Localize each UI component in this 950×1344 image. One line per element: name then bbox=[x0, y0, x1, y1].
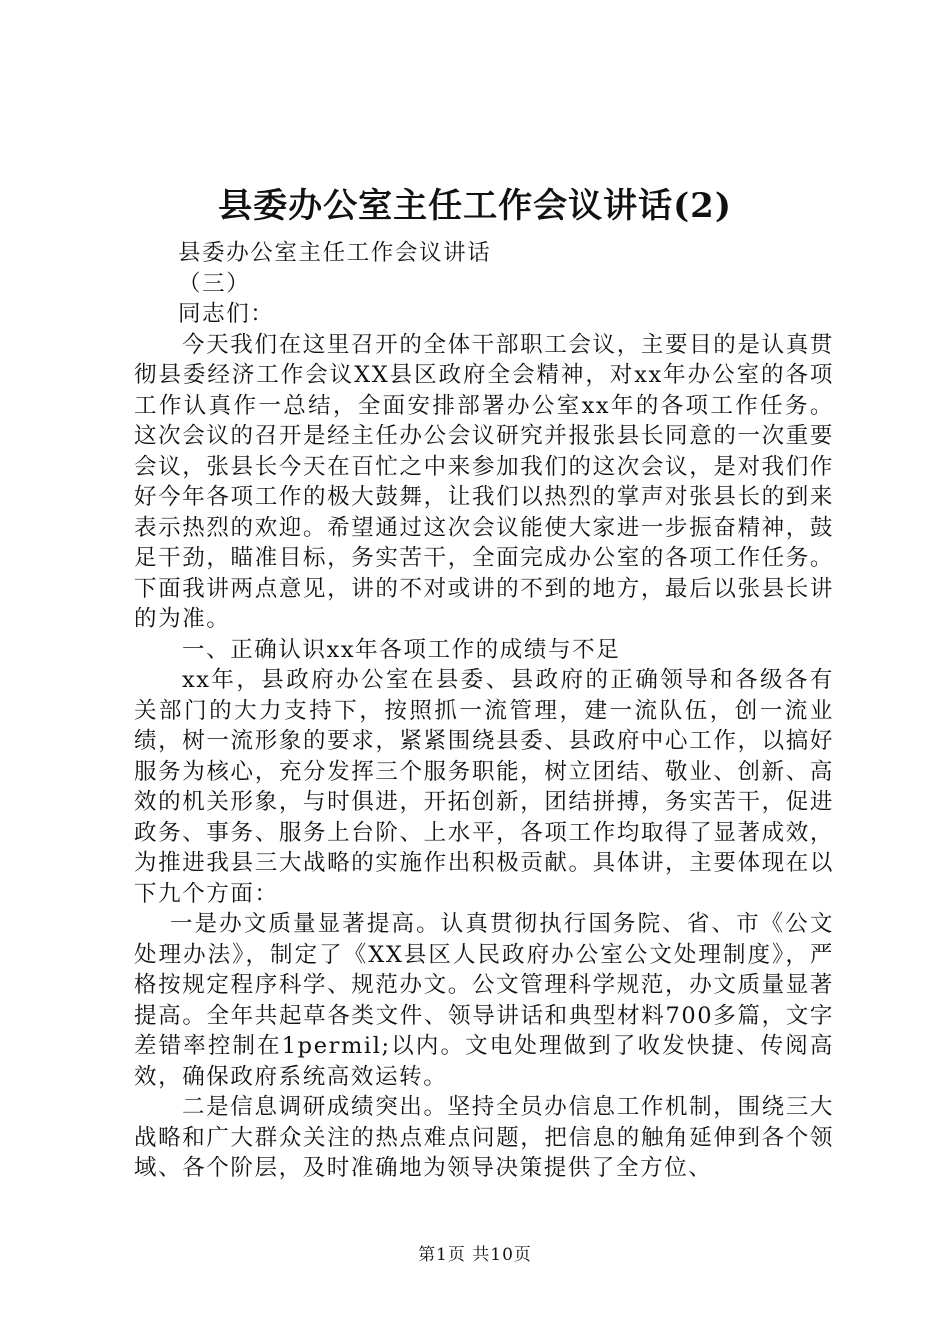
paragraph-point-2: 二是信息调研成绩突出。坚持全员办信息工作机制，围绕三大战略和广大群众关注的热点难点问题，把信息的触角延伸到各个领域、各个阶层，及时准确地为领导决策提供了全方位、 bbox=[134, 1094, 834, 1181]
subtitle-line: 县委办公室主任工作会议讲话 bbox=[178, 240, 492, 266]
paragraph-summary: xx年，县政府办公室在县委、县政府的正确领导和各级各有关部门的大力支持下，按照抓一流管理，建一流队伍，创一流业绩，树一流形象的要求，紧紧围绕县委、县政府中心工作，以搞好服务为核心，充分发挥三个服务职能，树立团结、敬业、创新、高效的机关形象，与时俱进，开拓创新，团结拼搏，务实苦干，促进政务、事务、服务上台阶、上水平，各项工作均取得了显著成效，为推进我县三大战略的实施作出积极贡献。具体讲，主要体现在以下九个方面： bbox=[134, 667, 834, 907]
section-heading: 一、正确认识xx年各项工作的成绩与不足 bbox=[182, 636, 621, 663]
document-body bbox=[134, 238, 834, 1184]
document-title: 县委办公室主任工作会议讲话(2) bbox=[218, 186, 732, 226]
page-footer: 第1页 共10页 bbox=[418, 1245, 532, 1265]
section-number: （三） bbox=[178, 270, 251, 297]
paragraph-intro: 今天我们在这里召开的全体干部职工会议，主要目的是认真贯彻县委经济工作会议XX县区政府全会精神，对xx年办公室的各项工作认真作一总结，全面安排部署办公室xx年的各项工作任务。这次会议的召开是经主任办公会议研究并报张县长同意的一次重要会议，张县长今天在百忙之中来参加我们的这次会议，是对我们作好今年各项工作的极大鼓舞，让我们以热烈的掌声对张县长的到来表示热烈的欢迎。希望通过这次会议能使大家进一步振奋精神，鼓足干劲，瞄准目标，务实苦干，全面完成办公室的各项工作任务。下面我讲两点意见，讲的不对或讲的不到的地方，最后以张县长讲的为准。 bbox=[134, 331, 834, 632]
paragraph-point-1: 一是办文质量显著提高。认真贯彻执行国务院、省、市《公文处理办法》，制定了《XX县区人民政府办公室公文处理制度》，严格按规定程序科学、规范办文。公文管理科学规范，办文质量显著提高。全年共起草各类文件、领导讲话和典型材料700多篇，文字差错率控制在1permil;以内。文电处理做到了收发快捷、传阅高效，确保政府系统高效运转。 bbox=[134, 911, 834, 1090]
salutation: 同志们： bbox=[178, 301, 275, 327]
